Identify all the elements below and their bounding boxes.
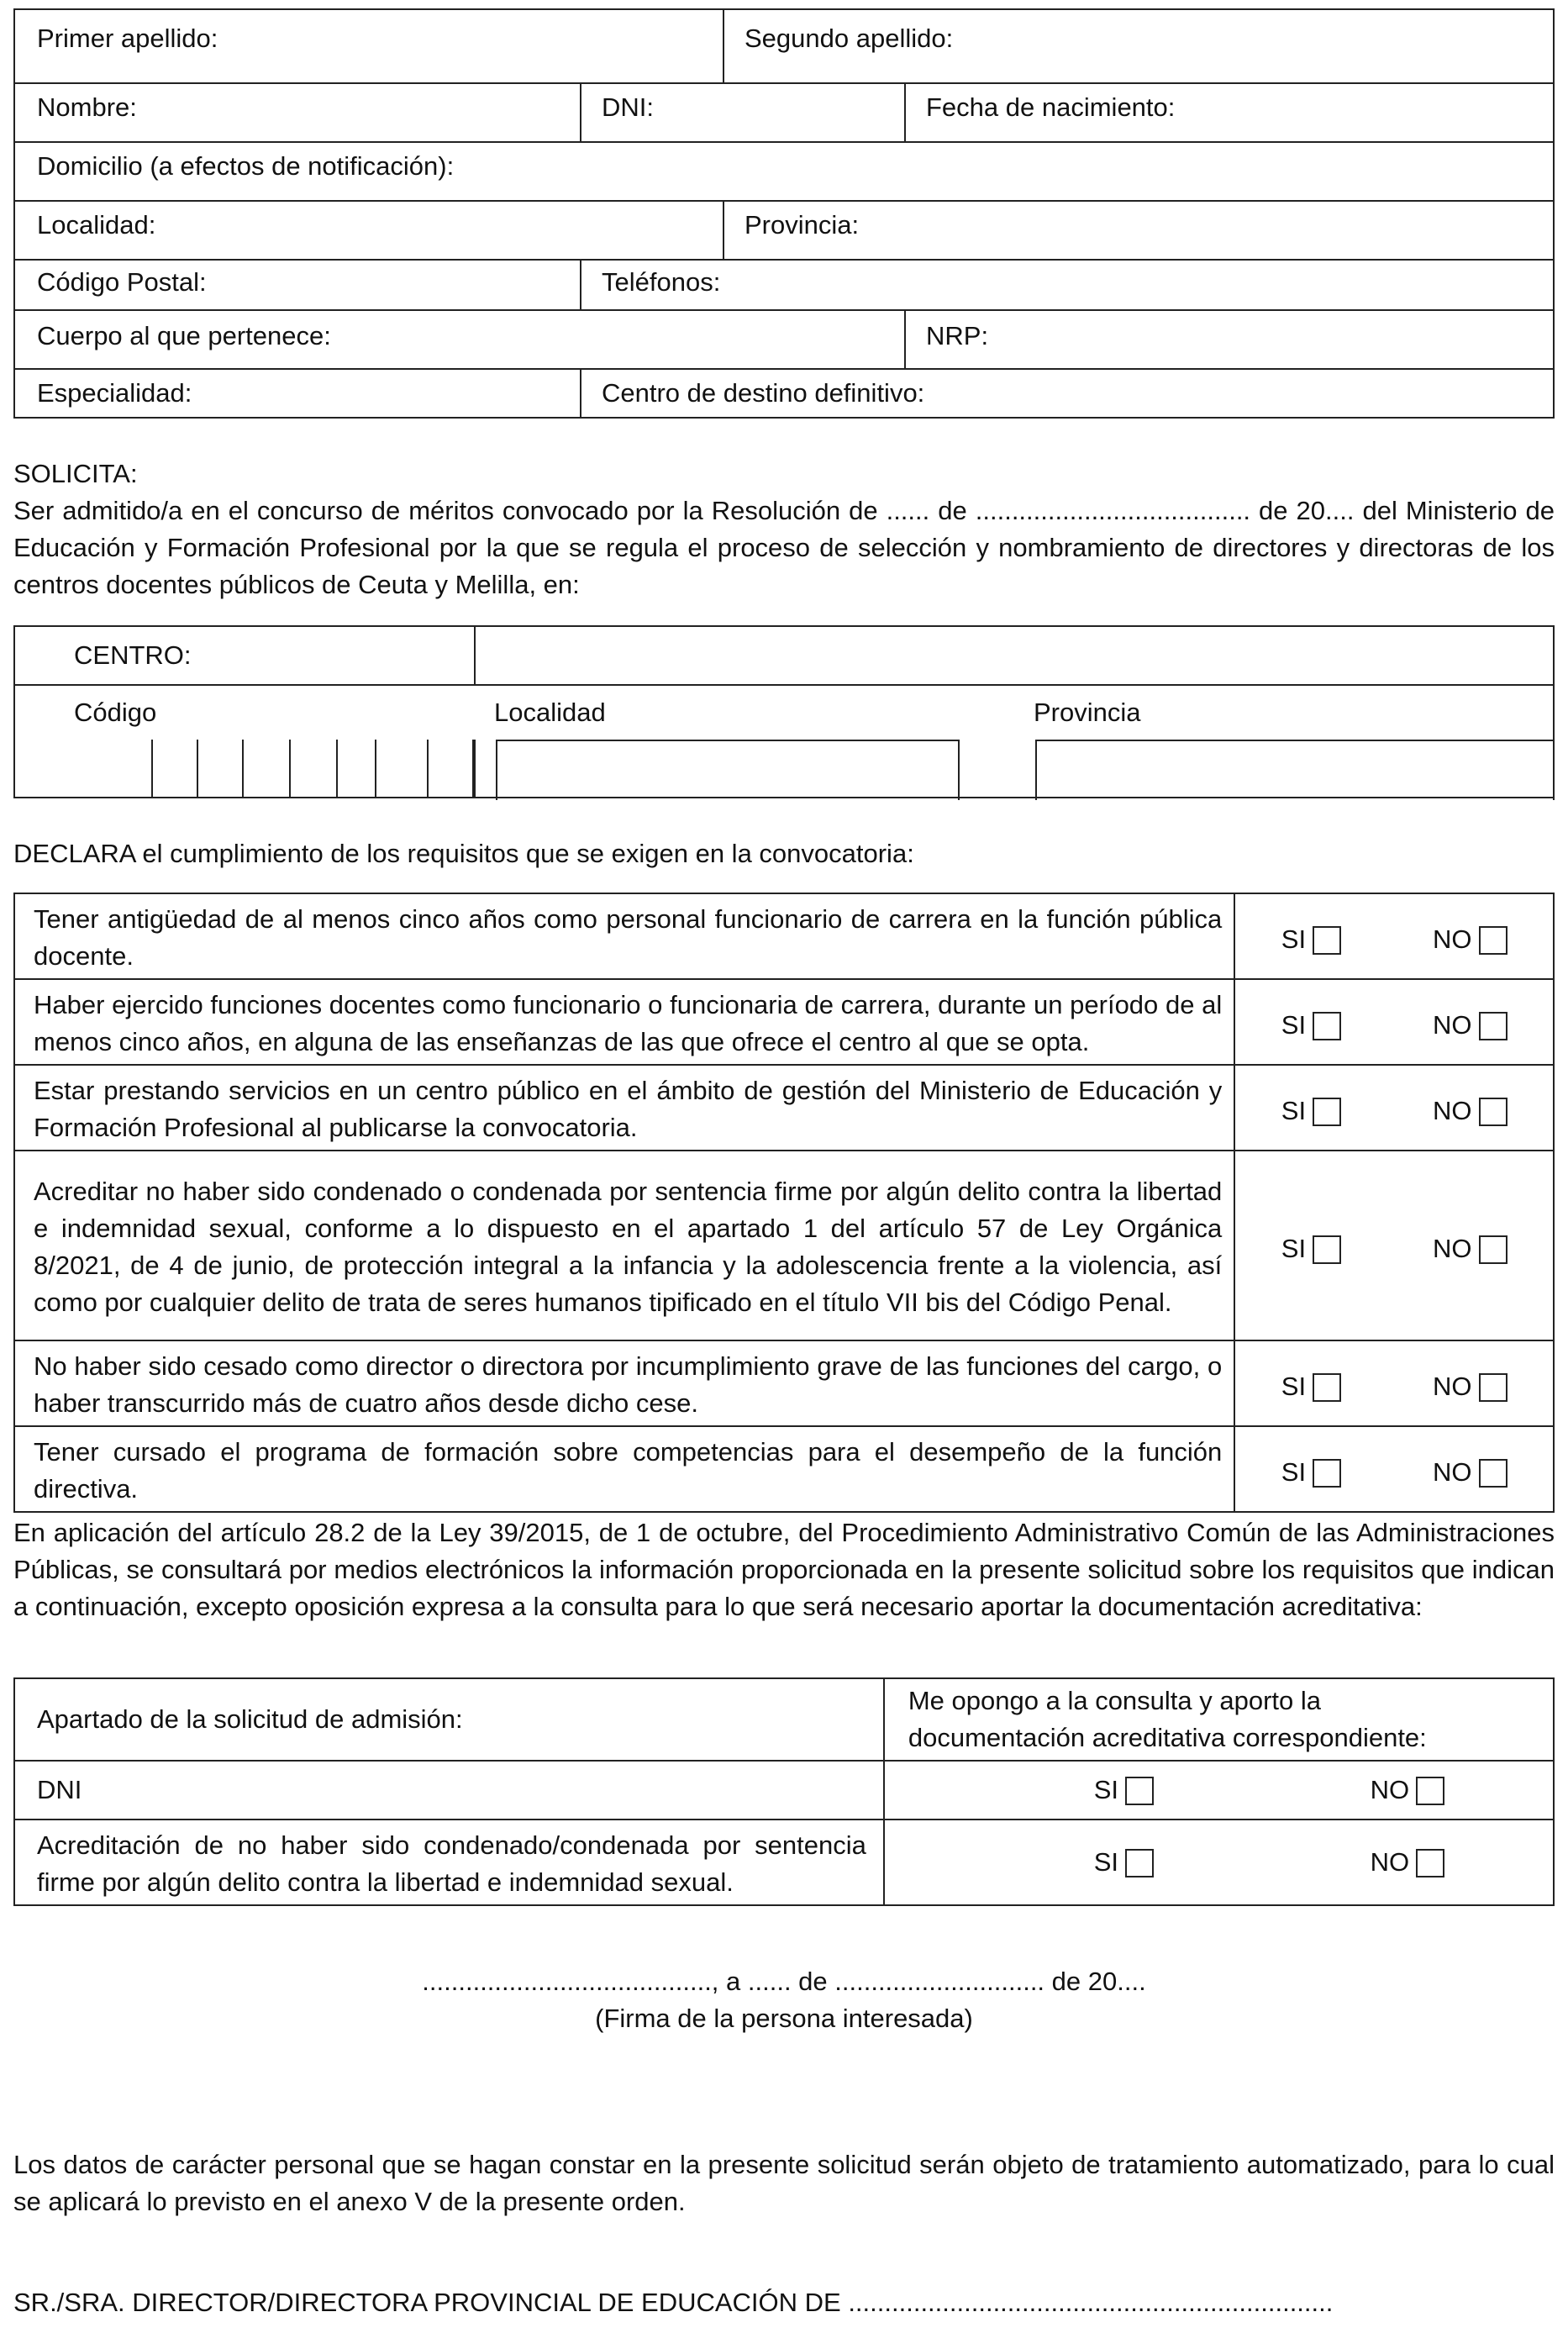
no-label: NO: [1433, 1009, 1472, 1040]
requisitos-table: [13, 893, 1555, 1513]
no-checkbox[interactable]: [1416, 1849, 1444, 1877]
codigo-label: Código: [74, 698, 157, 727]
segundo-apellido-label: Segundo apellido:: [745, 24, 954, 53]
si-checkbox[interactable]: [1313, 1098, 1341, 1126]
consulta-text: En aplicación del artículo 28.2 de la Ley 39/2015, de 1 de octubre, del Procedimiento Administrativo Común de las Administraciones Públicas, se consultará por medios electrónicos la información proporcionada en la presente solicitud sobre los requisitos que indican a continuación, excepto oposición expresa a la consulta para lo que será necesario aportar la documentación acreditativa:: [13, 1518, 1555, 1621]
si-label: SI: [1281, 1095, 1307, 1125]
table-row: [14, 1340, 1554, 1426]
centro-destino-label: Centro de destino definitivo:: [602, 378, 925, 408]
provincia-label: Provincia:: [745, 210, 860, 240]
table-row: [14, 1820, 1554, 1905]
si-checkbox[interactable]: [1313, 1012, 1341, 1040]
no-checkbox[interactable]: [1416, 1777, 1444, 1805]
si-label: SI: [1281, 1371, 1307, 1401]
si-no-cell: [884, 1820, 1554, 1905]
no-label: NO: [1370, 1846, 1410, 1877]
consulta-col2-header: [884, 1678, 1554, 1761]
no-label: NO: [1433, 1456, 1472, 1487]
declara-heading: DECLARA el cumplimiento de los requisitos que se exigen en la convocatoria:: [13, 839, 914, 868]
nombre-label: Nombre:: [37, 92, 137, 122]
requisito-text: Tener antigüedad de al menos cinco años como personal funcionario de carrera en la función pública docente.: [14, 893, 1234, 979]
si-checkbox[interactable]: [1125, 1777, 1154, 1805]
firma-lugar-fecha: ........................................, a ...... de ............................. de 20....: [422, 1967, 1146, 1996]
si-label: SI: [1281, 1233, 1307, 1263]
no-checkbox[interactable]: [1479, 926, 1507, 955]
si-no-cell: [884, 1761, 1554, 1820]
centro-label: CENTRO:: [74, 640, 192, 670]
localidad-input-box[interactable]: [496, 740, 960, 800]
consulta-col1-header: Apartado de la solicitud de admisión:: [14, 1678, 884, 1761]
nrp-label: NRP:: [926, 321, 989, 350]
no-checkbox[interactable]: [1479, 1012, 1507, 1040]
table-row: [14, 893, 1554, 979]
consulta-table: [13, 1677, 1555, 1906]
si-checkbox[interactable]: [1313, 1459, 1341, 1488]
especialidad-label: Especialidad:: [37, 378, 192, 408]
si-no-cell: [1234, 893, 1554, 979]
requisito-text: Estar prestando servicios en un centro público en el ámbito de gestión del Ministerio de Educación y Formación Profesional al publicarse la convocatoria.: [14, 1065, 1234, 1151]
provincia-input-box[interactable]: [1035, 740, 1555, 800]
consulta-row-label: Acreditación de no haber sido condenado/condenada por sentencia firme por algún delito contra la libertad e indemnidad sexual.: [14, 1820, 884, 1905]
destinatario: SR./SRA. DIRECTOR/DIRECTORA PROVINCIAL DE EDUCACIÓN DE ...................................................................: [13, 2288, 1334, 2317]
table-row: [14, 1761, 1554, 1820]
si-no-cell: [1234, 1340, 1554, 1426]
si-checkbox[interactable]: [1313, 926, 1341, 955]
solicita-heading: SOLICITA:: [13, 459, 138, 488]
no-label: NO: [1370, 1774, 1410, 1804]
consulta-col2-line2: documentación acreditativa correspondiente:: [908, 1723, 1427, 1752]
localidad-label: Localidad:: [37, 210, 156, 240]
dni-label: DNI:: [602, 92, 654, 122]
si-label: SI: [1093, 1846, 1118, 1877]
table-row: [14, 1065, 1554, 1151]
si-no-cell: [1234, 1065, 1554, 1151]
no-checkbox[interactable]: [1479, 1373, 1507, 1402]
no-checkbox[interactable]: [1479, 1459, 1507, 1488]
primer-apellido-label: Primer apellido:: [37, 24, 218, 53]
fecha-nacimiento-label: Fecha de nacimiento:: [926, 92, 1176, 122]
no-label: NO: [1433, 1233, 1472, 1263]
no-checkbox[interactable]: [1479, 1235, 1507, 1264]
cuerpo-label: Cuerpo al que pertenece:: [37, 321, 331, 350]
no-label: NO: [1433, 1095, 1472, 1125]
si-label: SI: [1093, 1774, 1118, 1804]
firma-label: (Firma de la persona interesada): [595, 2004, 973, 2033]
telefonos-label: Teléfonos:: [602, 267, 721, 297]
si-checkbox[interactable]: [1125, 1849, 1154, 1877]
privacidad-text: Los datos de carácter personal que se hagan constar en la presente solicitud serán objeto de tratamiento automatizado, para lo cual se aplicará lo previsto en el anexo V de la presente orden.: [13, 2150, 1555, 2216]
table-row: [14, 1151, 1554, 1340]
provincia-col-label: Provincia: [1034, 698, 1141, 727]
codigo-postal-label: Código Postal:: [37, 267, 207, 297]
localidad-col-label: Localidad: [494, 698, 606, 727]
si-no-cell: [1234, 1151, 1554, 1340]
codigo-digit-boxes[interactable]: [151, 740, 474, 798]
consulta-row-label: DNI: [14, 1761, 884, 1820]
table-row: [14, 1678, 1554, 1761]
no-label: NO: [1433, 1371, 1472, 1401]
si-no-cell: [1234, 979, 1554, 1065]
si-no-cell: [1234, 1426, 1554, 1512]
domicilio-label: Domicilio (a efectos de notificación):: [37, 151, 455, 181]
si-checkbox[interactable]: [1313, 1373, 1341, 1402]
solicita-text: Ser admitido/a en el concurso de méritos convocado por la Resolución de ...... de ...................................... de 20.... del Ministerio de Educación y Formación Profesional por la que se regula el proceso de selección y nombramiento de directores y directoras de los centros docentes públicos de Ceuta y Melilla, en:: [13, 496, 1555, 599]
no-label: NO: [1433, 924, 1472, 954]
si-label: SI: [1281, 1456, 1307, 1487]
requisito-text: Tener cursado el programa de formación sobre competencias para el desempeño de la función directiva.: [14, 1426, 1234, 1512]
requisito-text: Acreditar no haber sido condenado o condenada por sentencia firme por algún delito contra la libertad e indemnidad sexual, conforme a lo dispuesto en el apartado 1 del artículo 57 de Ley Orgánica 8/2021, de 4 de junio, de protección integral a la infancia y la adolescencia frente a la violencia, así como por cualquier delito de trata de seres humanos tipificado en el título VII bis del Código Penal.: [14, 1151, 1234, 1340]
requisito-text: No haber sido cesado como director o directora por incumplimiento grave de las funciones del cargo, o haber transcurrido más de cuatro años desde dicho cese.: [14, 1340, 1234, 1426]
table-row: [14, 1426, 1554, 1512]
table-row: [14, 979, 1554, 1065]
personal-data-form: [13, 8, 1555, 419]
si-checkbox[interactable]: [1313, 1235, 1341, 1264]
requisito-text: Haber ejercido funciones docentes como funcionario o funcionaria de carrera, durante un período de al menos cinco años, en alguna de las enseñanzas de las que ofrece el centro al que se opta.: [14, 979, 1234, 1065]
consulta-col2-line1: Me opongo a la consulta y aporto la: [908, 1686, 1322, 1715]
no-checkbox[interactable]: [1479, 1098, 1507, 1126]
si-label: SI: [1281, 924, 1307, 954]
centro-table: [13, 625, 1555, 798]
si-label: SI: [1281, 1009, 1307, 1040]
